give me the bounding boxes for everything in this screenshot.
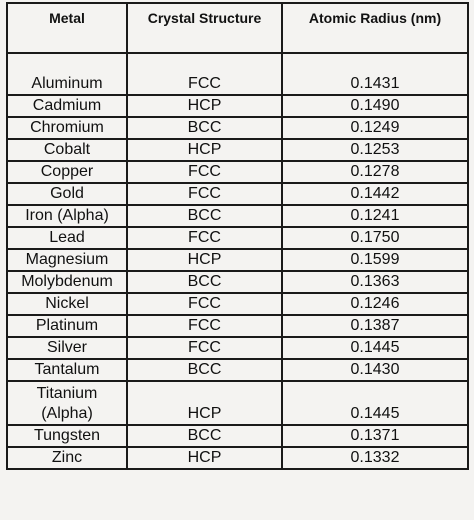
table-row	[7, 315, 468, 337]
metal-cell: Molybdenum	[7, 271, 127, 293]
table-row	[7, 117, 468, 139]
radius-cell: 0.1249	[282, 117, 468, 139]
structure-cell: FCC	[127, 53, 282, 95]
radius-cell: 0.1246	[282, 293, 468, 315]
metal-cell	[7, 381, 127, 425]
metal-cell: Nickel	[7, 293, 127, 315]
table-row	[7, 53, 468, 95]
metal-cell: Silver	[7, 337, 127, 359]
metal-cell: Lead	[7, 227, 127, 249]
header-metal: Metal	[7, 3, 127, 53]
structure-cell: BCC	[127, 271, 282, 293]
metal-cell: Platinum	[7, 315, 127, 337]
header-row	[7, 3, 468, 53]
radius-cell: 0.1332	[282, 447, 468, 469]
radius-cell: 0.1241	[282, 205, 468, 227]
radius-cell: 0.1599	[282, 249, 468, 271]
metal-name-line: (Alpha)	[41, 405, 93, 422]
structure-cell: BCC	[127, 117, 282, 139]
metal-cell: Copper	[7, 161, 127, 183]
radius-cell: 0.1445	[282, 381, 468, 425]
table-row	[7, 95, 468, 117]
metal-cell: Aluminum	[7, 53, 127, 95]
structure-cell: FCC	[127, 315, 282, 337]
metal-cell: Tantalum	[7, 359, 127, 381]
radius-cell: 0.1363	[282, 271, 468, 293]
table-row	[7, 183, 468, 205]
table-row	[7, 447, 468, 469]
radius-cell: 0.1445	[282, 337, 468, 359]
metal-name-line: Titanium	[36, 385, 98, 402]
radius-cell: 0.1278	[282, 161, 468, 183]
radius-cell: 0.1253	[282, 139, 468, 161]
radius-cell: 0.1387	[282, 315, 468, 337]
metal-properties-table	[6, 2, 469, 470]
radius-cell: 0.1490	[282, 95, 468, 117]
metal-cell: Cobalt	[7, 139, 127, 161]
structure-cell: BCC	[127, 205, 282, 227]
structure-cell: FCC	[127, 337, 282, 359]
structure-cell: HCP	[127, 95, 282, 117]
structure-cell: HCP	[127, 447, 282, 469]
header-atomic-radius: Atomic Radius (nm)	[282, 3, 468, 53]
table-row	[7, 227, 468, 249]
table-row	[7, 271, 468, 293]
table-row	[7, 205, 468, 227]
table-row	[7, 381, 468, 425]
structure-cell: FCC	[127, 227, 282, 249]
table-row	[7, 425, 468, 447]
radius-cell: 0.1442	[282, 183, 468, 205]
metal-cell: Iron (Alpha)	[7, 205, 127, 227]
metal-cell: Tungsten	[7, 425, 127, 447]
radius-cell: 0.1371	[282, 425, 468, 447]
structure-cell: HCP	[127, 249, 282, 271]
table-row	[7, 249, 468, 271]
structure-cell: BCC	[127, 359, 282, 381]
structure-cell: FCC	[127, 183, 282, 205]
table-row	[7, 139, 468, 161]
radius-cell: 0.1750	[282, 227, 468, 249]
radius-cell: 0.1430	[282, 359, 468, 381]
metal-cell: Chromium	[7, 117, 127, 139]
structure-cell: HCP	[127, 139, 282, 161]
structure-cell: FCC	[127, 293, 282, 315]
structure-cell: BCC	[127, 425, 282, 447]
structure-cell: FCC	[127, 161, 282, 183]
table-row	[7, 359, 468, 381]
table-row	[7, 337, 468, 359]
metal-cell: Cadmium	[7, 95, 127, 117]
radius-cell: 0.1431	[282, 53, 468, 95]
metal-cell: Zinc	[7, 447, 127, 469]
table-row	[7, 161, 468, 183]
structure-cell: HCP	[127, 381, 282, 425]
metal-cell: Gold	[7, 183, 127, 205]
table-row	[7, 293, 468, 315]
metal-cell: Magnesium	[7, 249, 127, 271]
header-crystal-structure: Crystal Structure	[127, 3, 282, 53]
